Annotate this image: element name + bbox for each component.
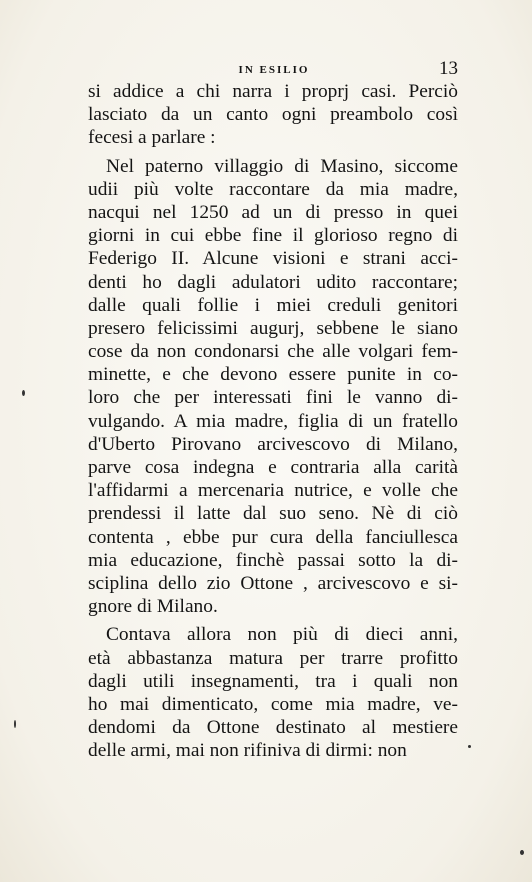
paragraph (88, 155, 458, 619)
ink-speck (520, 850, 524, 855)
text-line: udii più volte raccontare da mia madre, (88, 178, 458, 200)
ink-speck (22, 390, 25, 396)
body-text (88, 80, 458, 762)
text-line: minette, e che devono essere punite in co- (88, 364, 458, 386)
text-line: cose da non condonarsi che alle volgari fem- (88, 341, 458, 363)
ink-speck (14, 720, 16, 728)
text-line: si addice a chi narra i proprj casi. Perciò (88, 81, 458, 102)
text-line: età abbastanza matura per trarre profitto (88, 647, 458, 669)
paragraph (88, 623, 458, 762)
running-title: IN ESILIO (238, 64, 310, 76)
text-line: presero felicissimi augurj, sebbene le siano (88, 317, 458, 339)
text-line: parve cosa indegna e contraria alla carità (88, 457, 458, 478)
page-number: 13 (439, 58, 458, 79)
text-line: denti ho dagli adulatori udito raccontare; (88, 271, 458, 293)
text-line: nacqui nel 1250 ad un di presso in quei (88, 201, 458, 223)
text-line: gnore di Milano. (88, 596, 218, 618)
text-line: fecesi a parlare : (88, 127, 216, 149)
text-line: Nel paterno villaggio di Masino, siccome (106, 155, 458, 177)
text-line: dalle quali follie i miei creduli genitori (88, 294, 458, 316)
text-line: l'affidarmi a mercenaria nutrice, e volle che (88, 480, 458, 502)
text-line: d'Uberto Pirovano arcivescovo di Milano, (88, 433, 458, 455)
text-line: lasciato da un canto ogni preambolo così (88, 104, 458, 126)
text-line: dagli utili insegnamenti, tra i quali non (88, 670, 458, 692)
text-line: dendomi da Ottone destinato al mestiere (88, 717, 458, 739)
text-line: prendessi il latte dal suo seno. Nè di ciò (88, 503, 458, 525)
text-line: Federigo II. Alcune visioni e strani acci- (88, 248, 458, 270)
text-line: loro che per interessati fini le vanno di- (88, 387, 458, 409)
text-line: Contava allora non più di dieci anni, (106, 624, 458, 646)
paragraph (88, 80, 458, 150)
text-line: sciplina dello zio Ottone , arcivescovo e si- (88, 572, 458, 594)
text-line: delle armi, mai non rifiniva di dirmi: non (88, 740, 407, 762)
text-line: giorni in cui ebbe fine il glorioso regno di (88, 225, 458, 247)
text-line: vulgando. A mia madre, figlia di un fratello (88, 410, 458, 432)
text-line: contenta , ebbe pur cura della fanciullesca (88, 526, 458, 548)
ink-speck (468, 745, 471, 748)
text-line: mia educazione, finchè passai sotto la di- (88, 549, 458, 571)
text-line: ho mai dimenticato, come mia madre, ve- (88, 693, 458, 715)
